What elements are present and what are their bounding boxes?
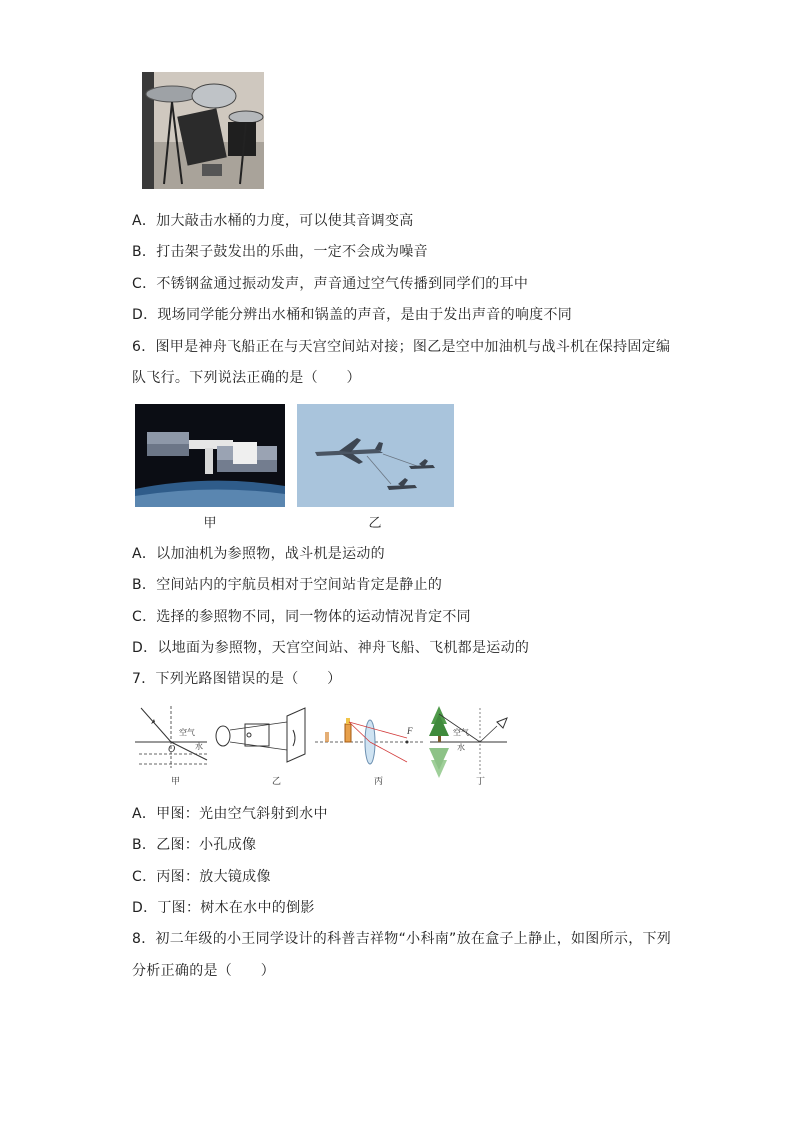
drum-kit-photo xyxy=(142,72,264,189)
label-air-ding: 空气 xyxy=(453,728,469,737)
q6-caption-yi: 乙 xyxy=(368,516,382,531)
q6-option-a: A．以加油机为参照物，战斗机是运动的 xyxy=(132,546,385,562)
diagram-bing-magnifier xyxy=(315,718,425,764)
label-water-ding: 水 xyxy=(457,743,465,752)
label-air-jia: 空气 xyxy=(179,728,195,737)
diagram-yi-pinhole xyxy=(216,708,305,762)
q8-stem-line2: 分析正确的是（ ） xyxy=(132,963,275,979)
q7-option-d: D．丁图：树木在水中的倒影 xyxy=(132,900,315,916)
q5-option-d: D．现场同学能分辨出水桶和锅盖的声音，是由于发出声音的响度不同 xyxy=(132,307,573,323)
q8-stem-line1: 8．初二年级的小王同学设计的科普吉祥物“小科南”放在盒子上静止，如图所示，下列 xyxy=(132,931,672,947)
q7-option-b: B．乙图：小孔成像 xyxy=(132,837,257,853)
q7-caption-jia: 甲 xyxy=(171,777,181,787)
q6-caption-jia: 甲 xyxy=(203,516,217,531)
q5-option-b: B．打击架子鼓发出的乐曲，一定不会成为噪音 xyxy=(132,244,428,260)
q7-option-a: A．甲图：光由空气斜射到水中 xyxy=(132,806,328,822)
q6-stem-line1: 6．图甲是神舟飞船正在与天宫空间站对接；图乙是空中加油机与战斗机在保持固定编 xyxy=(132,339,671,355)
q7-caption-yi: 乙 xyxy=(272,777,282,787)
q6-option-b: B．空间站内的宇航员相对于空间站肯定是静止的 xyxy=(132,577,443,593)
q7-caption-bing: 丙 xyxy=(374,777,384,787)
q5-option-c: C．不锈钢盆通过振动发声，声音通过空气传播到同学们的耳中 xyxy=(132,276,529,292)
space-station-photo xyxy=(135,404,285,507)
q6-option-d: D．以地面为参照物，天宫空间站、神舟飞船、飞机都是运动的 xyxy=(132,640,530,656)
label-o: O xyxy=(168,744,176,755)
optics-diagrams xyxy=(135,702,515,788)
q7-option-c: C．丙图：放大镜成像 xyxy=(132,869,271,885)
q7-caption-ding: 丁 xyxy=(476,777,486,787)
diagram-ding-reflection xyxy=(429,706,507,778)
label-water-jia: 水 xyxy=(195,742,203,751)
q5-option-a: A．加大敲击水桶的力度，可以使其音调变高 xyxy=(132,213,414,229)
label-f: F xyxy=(407,726,413,736)
q6-stem-line2: 队飞行。下列说法正确的是（ ） xyxy=(132,370,361,386)
q6-option-c: C．选择的参照物不同，同一物体的运动情况肯定不同 xyxy=(132,609,471,625)
q7-stem: 7．下列光路图错误的是（ ） xyxy=(132,671,342,687)
refueling-photo xyxy=(297,404,454,507)
diagram-jia-refraction xyxy=(135,706,207,768)
